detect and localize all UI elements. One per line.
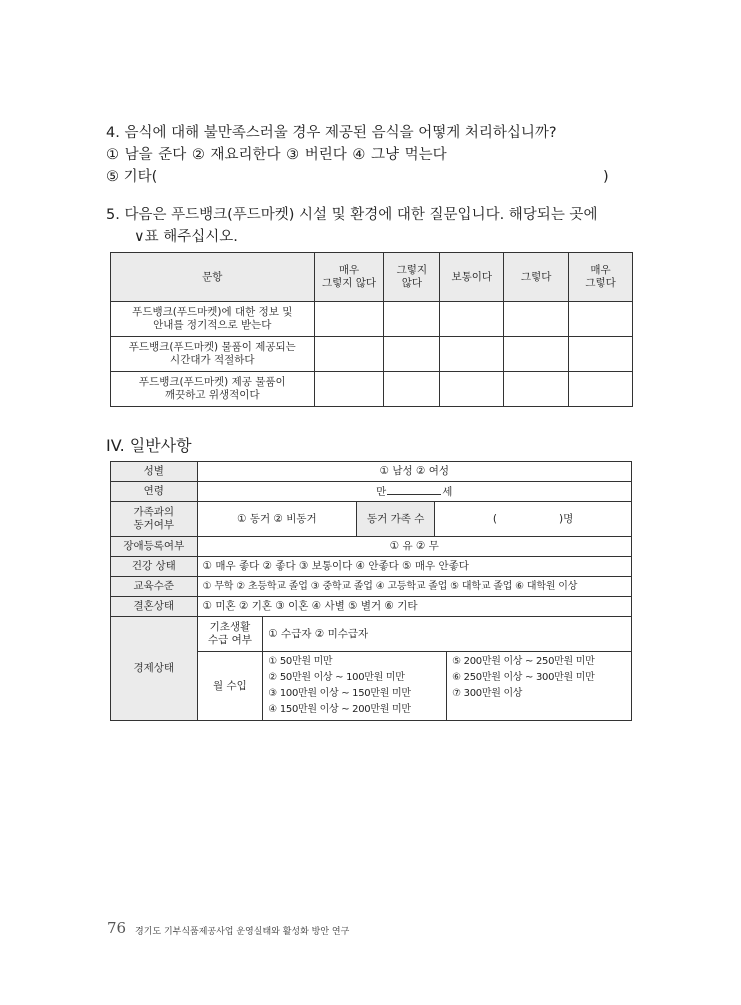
health-label: 건강 상태: [111, 557, 198, 577]
answer-cell[interactable]: [569, 302, 633, 337]
disability-label: 장애등록여부: [111, 537, 198, 557]
answer-cell[interactable]: [384, 302, 440, 337]
education-options[interactable]: ① 무학 ② 초등학교 졸업 ③ 중학교 졸업 ④ 고등학교 졸업 ⑤ 대학교 졸업 ⑥ 대학원 이상: [197, 577, 631, 597]
marriage-options[interactable]: ① 미혼 ② 기혼 ③ 이혼 ④ 사별 ⑤ 별거 ⑥ 기타: [197, 597, 631, 617]
answer-cell[interactable]: [569, 337, 633, 372]
age-field[interactable]: [197, 482, 631, 502]
gender-options[interactable]: ① 남성 ② 여성: [197, 462, 631, 482]
q4-question: 4. 음식에 대해 불만족스러울 경우 제공된 음식을 어떻게 처리하십니까?: [106, 125, 557, 141]
page-number: 76: [107, 919, 127, 937]
income-options-right[interactable]: ⑤ 200만원 이상 ~ 250만원 미만 ⑥ 250만원 이상 ~ 300만원 미만 ⑦ 300만원 이상: [447, 652, 632, 721]
age-blank[interactable]: [387, 484, 441, 495]
section-title: IV. 일반사항: [106, 436, 192, 455]
row-question: 푸드뱅크(푸드마켓)에 대한 정보 및 안내를 정기적으로 받는다: [111, 302, 315, 337]
family-row: [111, 502, 632, 537]
family-count-open: (: [492, 512, 497, 525]
q4-other-close: ): [603, 169, 609, 185]
q5-rating-table: [110, 252, 633, 407]
answer-cell[interactable]: [440, 372, 504, 407]
row-question: 푸드뱅크(푸드마켓) 물품이 제공되는 시간대가 적절하다: [111, 337, 315, 372]
income-label: 월 수입: [197, 652, 263, 721]
gender-label: 성별: [111, 462, 198, 482]
family-options[interactable]: ① 동거 ② 비동거: [197, 502, 357, 537]
family-count-close: )명: [558, 512, 574, 525]
running-title: 경기도 기부식품제공사업 운영실태와 활성화 방안 연구: [135, 927, 350, 937]
age-prefix: 만: [376, 486, 387, 498]
family-count-label: 동거 가족 수: [357, 502, 435, 537]
table-row: [111, 337, 633, 372]
row-question: 푸드뱅크(푸드마켓) 제공 물품이 깨끗하고 위생적이다: [111, 372, 315, 407]
family-label: 가족과의 동거여부: [111, 502, 198, 537]
header-agree: 그렇다: [504, 253, 569, 302]
health-options[interactable]: ① 매우 좋다 ② 좋다 ③ 보통이다 ④ 안좋다 ⑤ 매우 안좋다: [197, 557, 631, 577]
answer-cell[interactable]: [314, 302, 384, 337]
answer-cell[interactable]: [440, 337, 504, 372]
family-count-field[interactable]: [435, 502, 632, 537]
q4-other-option: ⑤ 기타(: [106, 169, 158, 185]
disability-row: [111, 537, 632, 557]
marriage-row: [111, 597, 632, 617]
table-row: [111, 302, 633, 337]
header-strongly-disagree: 매우 그렇지 않다: [314, 253, 384, 302]
answer-cell[interactable]: [440, 302, 504, 337]
header-disagree: 그렇지 않다: [384, 253, 440, 302]
answer-cell[interactable]: [504, 337, 569, 372]
answer-cell[interactable]: [314, 372, 384, 407]
table-row: [111, 372, 633, 407]
header-item: 문항: [111, 253, 315, 302]
table-header-row: [111, 253, 633, 302]
age-label: 연령: [111, 482, 198, 502]
disability-options[interactable]: ① 유 ② 무: [197, 537, 631, 557]
education-row: [111, 577, 632, 597]
answer-cell[interactable]: [314, 337, 384, 372]
gender-row: [111, 462, 632, 482]
header-strongly-agree: 매우 그렇다: [569, 253, 633, 302]
welfare-label: 기초생활 수급 여부: [197, 617, 263, 652]
welfare-options[interactable]: ① 수급자 ② 미수급자: [263, 617, 632, 652]
marriage-label: 결혼상태: [111, 597, 198, 617]
q4-options: ① 남을 준다 ② 재요리한다 ③ 버린다 ④ 그냥 먹는다: [106, 147, 447, 163]
income-options-left[interactable]: ① 50만원 미만 ② 50만원 이상 ~ 100만원 미만 ③ 100만원 이상 ~ 150만원 미만 ④ 150만원 이상 ~ 200만원 미만: [263, 652, 447, 721]
q5-question-line1: 5. 다음은 푸드뱅크(푸드마켓) 시설 및 환경에 대한 질문입니다. 해당되는 곳에: [106, 207, 598, 223]
answer-cell[interactable]: [504, 372, 569, 407]
answer-cell[interactable]: [504, 302, 569, 337]
answer-cell[interactable]: [384, 372, 440, 407]
general-info-table: [110, 461, 632, 721]
age-suffix: 세: [442, 486, 453, 498]
header-neutral: 보통이다: [440, 253, 504, 302]
age-row: [111, 482, 632, 502]
economic-label: 경제상태: [111, 617, 198, 721]
welfare-row: [111, 617, 632, 652]
answer-cell[interactable]: [569, 372, 633, 407]
answer-cell[interactable]: [384, 337, 440, 372]
education-label: 교육수준: [111, 577, 198, 597]
q5-question-line2: ∨표 해주십시오.: [134, 229, 238, 245]
health-row: [111, 557, 632, 577]
